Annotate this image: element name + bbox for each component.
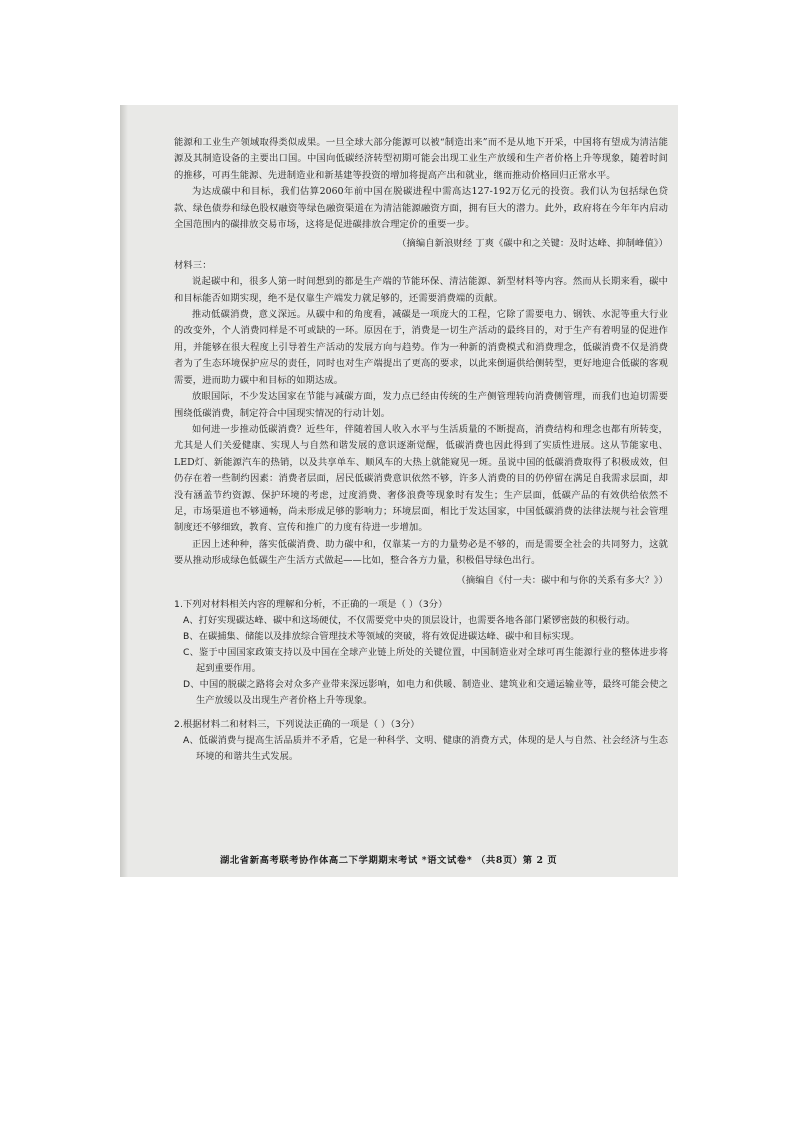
material3-paragraph-4: 如何进一步推动低碳消费？近些年，伴随着国人收入水平与生活质量的不断提高，消费结构和理念也都有所转变，尤其是人们关爱健康、实现人与自然和谐发展的意识逐渐觉醒，低碳消费也因此得到了实质性进展。这从节能家电、LED灯、新能源汽车的热销，以及共享单车、顺风车的大热上就能窥见一斑。虽说中国的低碳消费取得了积极成效，但仍存在着一些制约因素：消费者层面，居民低碳消费意识依然不够，许多人消费的目的仍停留在满足自我需求层面，却没有涵盖节约资源、保护环境的考虑，过度消费、奢侈浪费等现象时有发生；生产层面，低碳产品的有效供给依然不足，市场渠道也不够通畅，尚未形成足够的影响力；环境层面，相比于发达国家，中国低碳消费的法律法规与社会管理制度还不够细致，教育、宣传和推广的力度有待进一步增加。 bbox=[174, 423, 668, 534]
question-1-option-c: C、鉴于中国国家政策支持以及中国在全球产业链上所处的关键位置，中国制造业对全球可再生能源行业的整体进步将起到重要作用。 bbox=[183, 646, 668, 674]
material3-source: （摘编自《付一夫：碳中和与你的关系有多大？》） bbox=[456, 574, 668, 586]
question-1-stem: 1.下列对材料相关内容的理解和分析，不正确的一项是（ ）（3分） bbox=[174, 598, 448, 610]
question-1-option-b: B、在碳捕集、储能以及排放综合管理技术等领域的突破，将有效促进碳达峰、碳中和目标实现。 bbox=[183, 630, 580, 642]
material3-label: 材料三： bbox=[174, 259, 212, 271]
material3-paragraph-2: 推动低碳消费，意义深远。从碳中和的角度看，减碳是一项庞大的工程，它除了需要电力、钢铁、水泥等重大行业的改变外，个人消费同样是不可或缺的一环。原因在于，消费是一切生产活动的最终目的，对于生产有着明显的促进作用，并能够在很大程度上引导着生产活动的发展方向与趋势。作为一种新的消费模式和消费理念，低碳消费不仅是消费者为了生态环境保护应尽的责任，同时也对生产端提出了更高的要求，以此来倒逼供给侧转型，更好地迎合低碳的客观需要，进而助力碳中和目标的如期达成。 bbox=[174, 309, 668, 386]
material2-source: （摘编自新浪财经 丁爽《碳中和之关键：及时达峰、抑制峰值》） bbox=[397, 238, 668, 250]
material2-paragraph-2: 为达成碳中和目标，我们估算2060年前中国在脱碳进程中需高达127-192万亿元的投资。我们认为包括绿色贷款、绿色债券和绿色股权融资等绿色融资渠道在为清洁能源融资方面，拥有巨大的潜力。此外，政府将在今年年内启动全国范围内的碳排放交易市场，这将是促进碳排放合理定价的重要一步。 bbox=[174, 186, 668, 231]
page-content bbox=[174, 135, 668, 765]
scanned-page bbox=[120, 105, 678, 877]
material3-paragraph-1: 说起碳中和，很多人第一时间想到的都是生产端的节能环保、清洁能源、新型材料等内容。然而从长期来看，碳中和目标能否如期实现，绝不是仅靠生产端发力就足够的，还需要消费端的贡献。 bbox=[174, 276, 668, 304]
question-1-option-d: D、中国的脱碳之路将会对众多产业带来深远影响，如电力和供暖、制造业、建筑业和交通运输业等，最终可能会使之生产放缓以及出现生产者价格上升等现象。 bbox=[183, 678, 668, 706]
material2-paragraph-1: 能源和工业生产领域取得类似成果。一旦全球大部分能源可以被“制造出来”而不是从地下开采，中国将有望成为清洁能源及其制造设备的主要出口国。中国向低碳经济转型初期可能会出现工业生产放缓和生产者价格上升等现象，随着时间的推移，可再生能源、先进制造业和新基建等投资的增加将提高产出和就业，继而推动价格回归正常水平。 bbox=[174, 137, 668, 181]
material3-paragraph-5: 正因上述种种，落实低碳消费、助力碳中和，仅靠某一方的力量势必是不够的，而是需要全社会的共同努力，这就要从推动形成绿色低碳生产生活方式做起——比如，整合各方力量，积极倡导绿色出行。 bbox=[174, 538, 668, 567]
question-2-option-a: A、低碳消费与提高生活品质并不矛盾，它是一种科学、文明、健康的消费方式，体现的是人与自然、社会经济与生态环境的和谐共生式发展。 bbox=[183, 734, 668, 762]
question-2-stem: 2.根据材料二和材料三，下列说法正确的一项是（ ）（3分） bbox=[174, 718, 420, 730]
page-footer: 湖北省新高考联考协作体高二下学期期末考试 *语文试卷* （共8页）第 2 页 bbox=[220, 855, 558, 866]
question-1-option-a: A、打好实现碳达峰、碳中和这场硬仗，不仅需要党中央的顶层设计，也需要各地各部门紧锣密鼓的积极行动。 bbox=[183, 614, 636, 626]
material3-paragraph-3: 放眼国际，不少发达国家在节能与减碳方面，发力点已经由传统的生产侧管理转向消费侧管理，而我们也迫切需要围绕低碳消费，制定符合中国现实情况的行动计划。 bbox=[174, 391, 668, 419]
